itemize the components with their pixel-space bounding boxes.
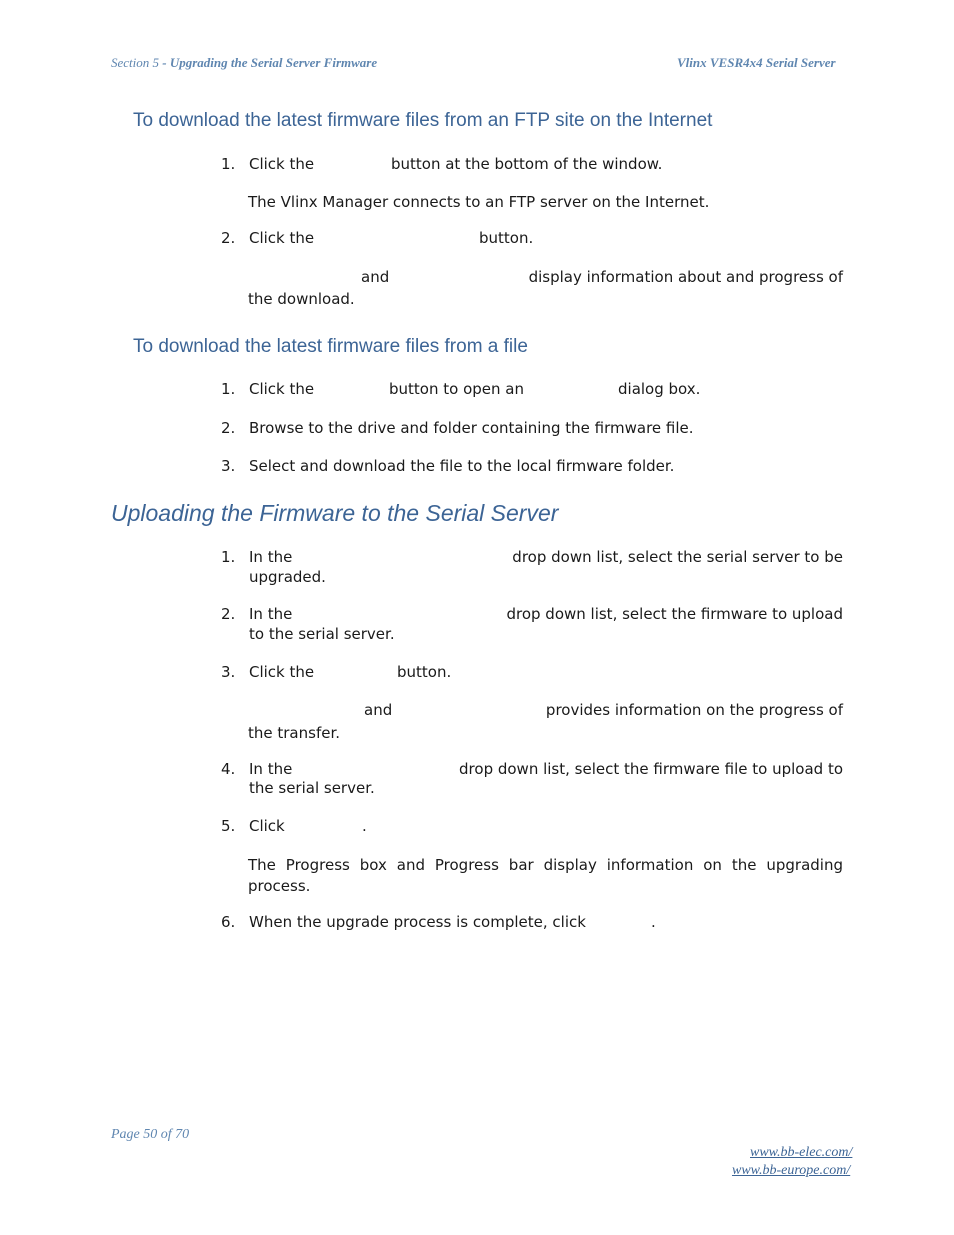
step-text: Click the: [249, 229, 315, 247]
step-text: the serial server.: [249, 779, 375, 797]
step-number: 1.: [221, 155, 236, 173]
link-bb-europe[interactable]: www.bb-europe.com/: [732, 1163, 851, 1178]
step-note: and: [361, 268, 390, 286]
step-number: 2.: [221, 605, 236, 623]
step-text: drop down list, select the firmware file to upload to: [459, 760, 843, 778]
step-text: to the serial server.: [249, 625, 395, 643]
step-number: 3.: [221, 457, 236, 475]
page-number: Page 50 of 70: [111, 1127, 190, 1142]
step-text: button.: [397, 663, 452, 681]
step-text: .: [362, 817, 367, 835]
step-text: Browse to the drive and folder containing the firmware file.: [249, 419, 694, 437]
step-text: In the: [249, 605, 293, 623]
step-text: Click the: [249, 663, 315, 681]
step-number: 5.: [221, 817, 236, 835]
step-text: In the: [249, 548, 293, 566]
heading-file-download: To download the latest firmware files from a file: [133, 336, 528, 357]
step-number: 4.: [221, 760, 236, 778]
running-header-section: Section 5 - Upgrading the Serial Server Firmware: [111, 55, 378, 70]
step-text: dialog box.: [618, 380, 701, 398]
step-number: 1.: [221, 548, 236, 566]
step-note: The Vlinx Manager connects to an FTP server on the Internet.: [248, 193, 710, 211]
step-text: .: [651, 913, 656, 931]
heading-uploading-firmware: Uploading the Firmware to the Serial Server: [111, 500, 559, 526]
step-text: drop down list, select the firmware to upload: [506, 605, 843, 623]
step-text: button.: [479, 229, 534, 247]
running-header-product: Vlinx VESR4x4 Serial Server: [677, 55, 836, 70]
step-note: the download.: [248, 290, 355, 308]
step-text: drop down list, select the serial server to be: [512, 548, 843, 566]
step-note: display information about and progress of: [528, 268, 843, 286]
step-number: 6.: [221, 913, 236, 931]
step-note: provides information on the progress of: [545, 701, 843, 719]
step-note: process.: [248, 877, 311, 895]
step-text: Click the: [249, 155, 315, 173]
step-text: Select and download the file to the local firmware folder.: [249, 457, 675, 475]
step-number: 3.: [221, 663, 236, 681]
step-text: Click the: [249, 380, 315, 398]
step-text: In the: [249, 760, 293, 778]
step-text: button at the bottom of the window.: [391, 155, 663, 173]
step-number: 1.: [221, 380, 236, 398]
step-text: upgraded.: [249, 568, 326, 586]
step-note: and: [364, 701, 393, 719]
heading-ftp-download: To download the latest firmware files from an FTP site on the Internet: [133, 110, 713, 131]
step-note: The Progress box and Progress bar display information on the upgrading: [248, 856, 843, 874]
link-bb-elec[interactable]: www.bb-elec.com/: [750, 1145, 853, 1160]
step-number: 2.: [221, 229, 236, 247]
step-note: the transfer.: [248, 724, 341, 742]
step-text: button to open an: [389, 380, 524, 398]
step-number: 2.: [221, 419, 236, 437]
step-text: When the upgrade process is complete, click: [249, 913, 586, 931]
step-text: Click: [249, 817, 285, 835]
